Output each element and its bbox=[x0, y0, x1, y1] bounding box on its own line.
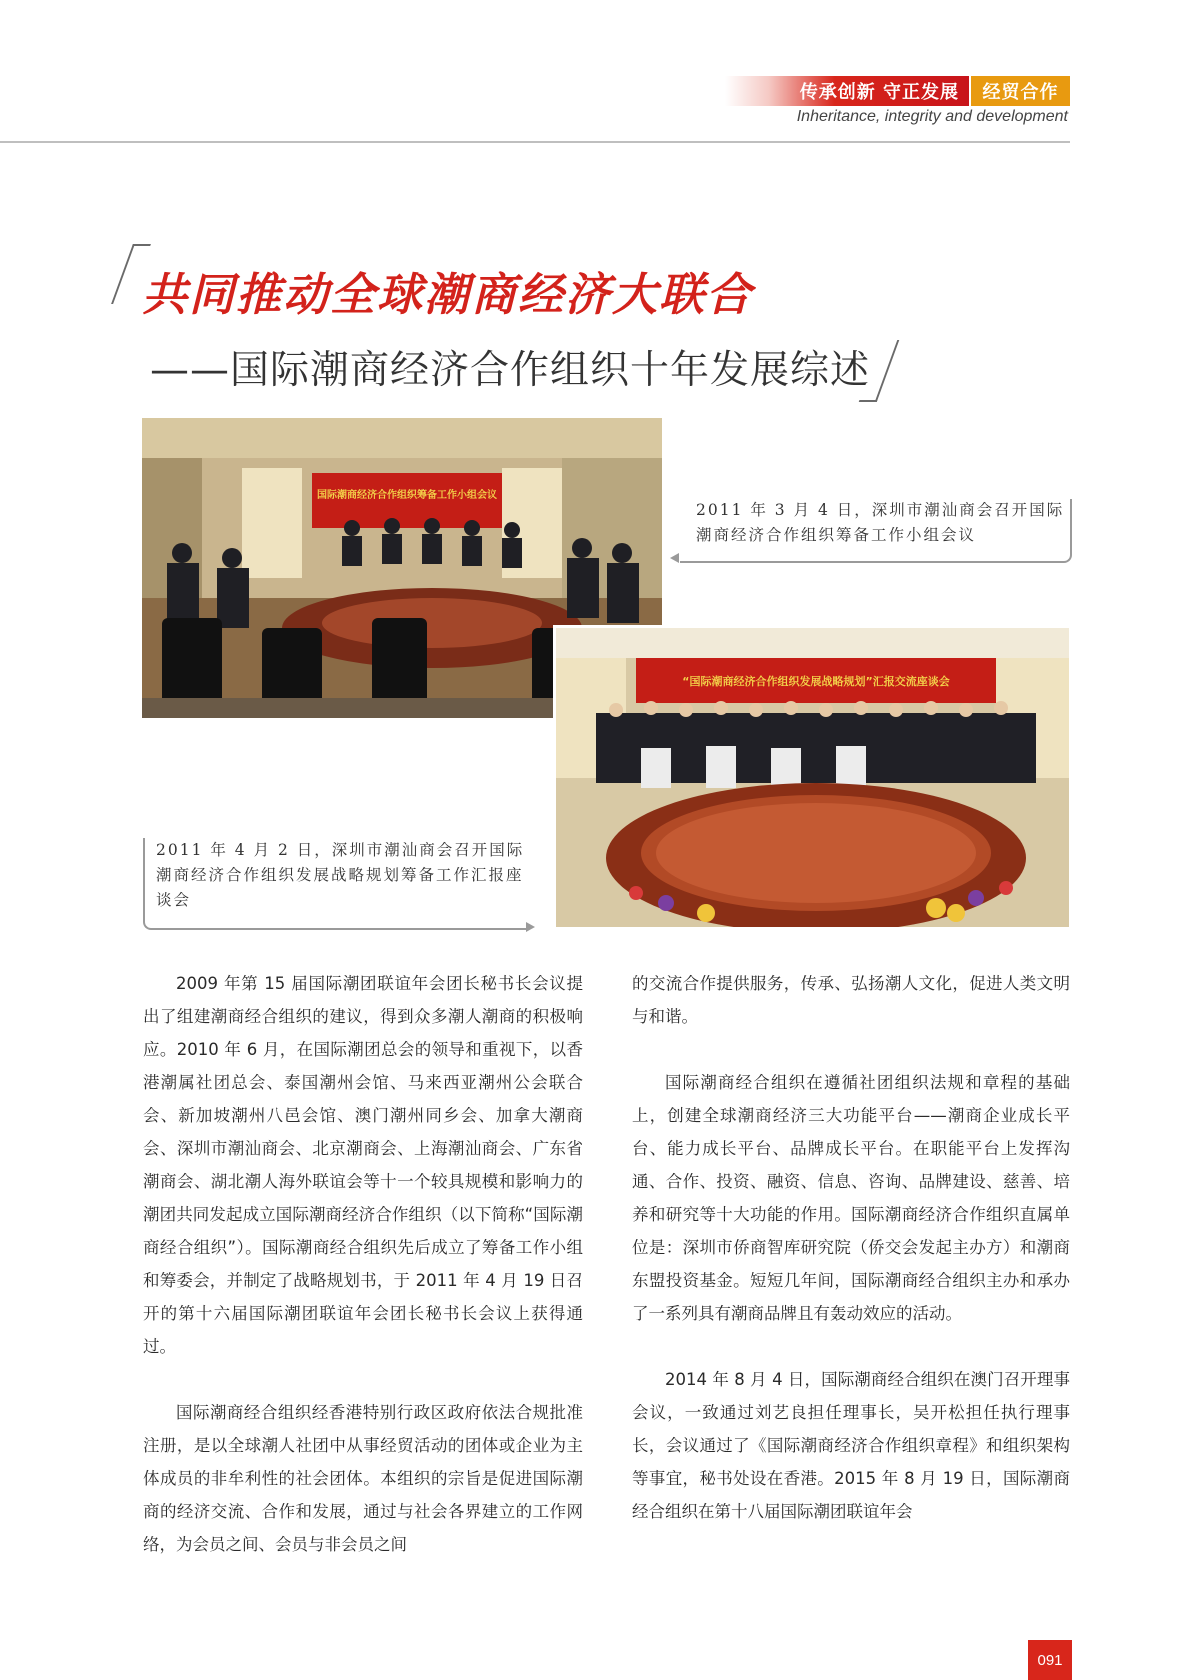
caption1-arrow-icon bbox=[670, 553, 679, 563]
page-number: 091 bbox=[1028, 1640, 1072, 1680]
header-tagline: 传承创新 守正发展 bbox=[725, 76, 969, 106]
body-paragraph: 的交流合作提供服务，传承、弘扬潮人文化，促进人类文明与和谐。 bbox=[632, 974, 1070, 1026]
article-subtitle: ——国际潮商经济合作组织十年发展综述 bbox=[150, 348, 871, 393]
body-paragraph: 国际潮商经合组织在遵循社团组织法规和章程的基础上，创建全球潮商经济三大功能平台——潮商企业成长平台、能力成长平台、品牌成长平台。在职能平台上发挥沟通、合作、投资、融资、信息、咨询、品牌建设、慈善、培养和研究等十大功能的作用。国际潮商经济合作组织直属单位是：深圳市侨商智库研究院（侨交会发起主办方）和潮商东盟投资基金。短短几年间，国际潮商经合组织主办和承办了一系列具有潮商品牌且有轰动效应的活动。 bbox=[632, 1073, 1070, 1323]
header-subtitle-en: Inheritance, integrity and development bbox=[796, 108, 1068, 125]
photo-caption-1: 2011 年 3 月 4 日，深圳市潮汕商会召开国际潮商经济合作组织筹备工作小组会议 bbox=[696, 501, 1065, 544]
article-title: 共同推动全球潮商经济大联合 bbox=[142, 268, 754, 321]
body-column-left bbox=[143, 967, 583, 1594]
body-column-right bbox=[632, 967, 1070, 1561]
body-paragraph: 国际潮商经合组织经香港特别行政区政府依法合规批准注册，是以全球潮人社团中从事经贸活动的团体或企业为主体成员的非牟利性的社会团体。本组织的宗旨是促进国际潮商的经济交流、合作和发展，通过与社会各界建立的工作网络，为会员之间、会员与非会员之间 bbox=[143, 1403, 583, 1554]
body-paragraph: 2014 年 8 月 4 日，国际潮商经合组织在澳门召开理事会议，一致通过刘艺良担任理事长，吴开松担任执行理事长，会议通过了《国际潮商经济合作组织章程》和组织架构等事宜，秘书处设在香港。2015 年 8 月 19 日，国际潮商经合组织在第十八届国际潮团联谊年会 bbox=[632, 1370, 1070, 1521]
caption2-arrow-icon bbox=[526, 922, 535, 932]
meeting-photo-2 bbox=[553, 625, 1072, 930]
photo-caption-2: 2011 年 4 月 2 日，深圳市潮汕商会召开国际潮商经济合作组织发展战略规划筹备工作汇报座谈会 bbox=[156, 841, 525, 909]
header-section-label: 经贸合作 bbox=[971, 76, 1070, 106]
photo2-banner-text: “国际潮商经济合作组织发展战略规划”汇报交流座谈会 bbox=[682, 675, 950, 688]
header-rule bbox=[0, 141, 1070, 143]
body-paragraph: 2009 年第 15 届国际潮团联谊年会团长秘书长会议提出了组建潮商经合组织的建议，得到众多潮人潮商的积极响应。2010 年 6 月，在国际潮团总会的领导和重视下，以香港潮属社团总会、泰国潮州会馆、马来西亚潮州公会联合会、新加坡潮州八邑会馆、澳门潮州同乡会、加拿大潮商会、深圳市潮汕商会、北京潮商会、上海潮汕商会、广东省潮商会、湖北潮人海外联谊会等十一个较具规模和影响力的潮团共同发起成立国际潮商经济合作组织（以下简称“国际潮商经合组织”）。国际潮商经合组织先后成立了筹备工作小组和筹委会，并制定了战略规划书，于 2011 年 4 月 19 日召开的第十六届国际潮团联谊年会团长秘书长会议上获得通过。 bbox=[143, 974, 583, 1356]
photo1-banner-text: 国际潮商经济合作组织筹备工作小组会议 bbox=[317, 490, 497, 501]
